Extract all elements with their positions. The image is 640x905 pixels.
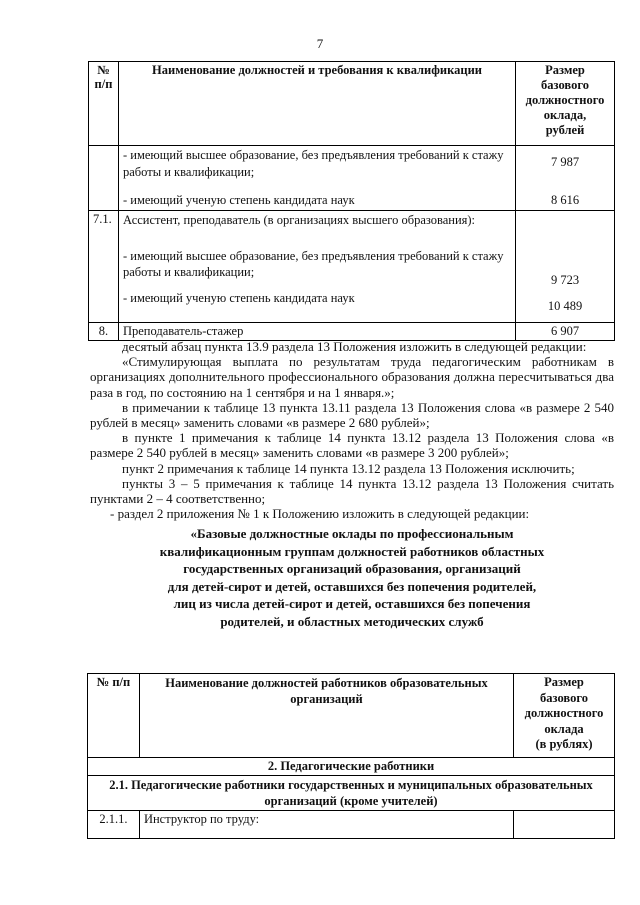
heading-line: для детей-сирот и детей, оставшихся без попечения родителей, xyxy=(167,578,537,594)
row-value: 7 987 xyxy=(550,155,580,169)
page-number: 7 xyxy=(316,36,324,51)
heading-line: квалификационным группам должностей работников областных xyxy=(159,543,545,559)
table-row xyxy=(89,211,615,323)
row-num xyxy=(89,146,119,211)
header-num: № п/п xyxy=(88,674,140,758)
row-value: 8 616 xyxy=(550,193,580,207)
subsection-title: 2.1. Педагогические работники государственных и муниципальных образовательных организаций (кроме учителей) xyxy=(88,776,615,811)
header-salary: Размер базового должностного оклада (в рублях) xyxy=(514,674,615,758)
row-name: - имеющий ученую степень кандидата наук xyxy=(122,291,355,305)
header-name: Наименование должностей и требования к квалификации xyxy=(118,62,515,146)
heading-line: родителей, и областных методических служб xyxy=(220,613,484,629)
row-name: - имеющий ученую степень кандидата наук xyxy=(122,193,355,207)
paragraph: «Стимулирующая выплата по результатам труда педагогическим работникам в организациях дополнительного профессионального образования должна пересчитываться два раза в год, по состоянию на 1 сентября и на 1 января.»; xyxy=(90,354,614,400)
paragraph: десятый абзац пункта 13.9 раздела 13 Положения изложить в следующей редакции: xyxy=(122,339,587,354)
paragraph: - раздел 2 приложения № 1 к Положению изложить в следующей редакции: xyxy=(110,506,530,522)
table-header-row xyxy=(89,62,615,146)
row-name: Ассистент, преподаватель (в организациях высшего образования): xyxy=(122,213,476,227)
salary-table-1 xyxy=(88,61,615,341)
header-name: Наименование должностей работников образовательных организаций xyxy=(139,674,513,758)
row-num: 7.1. xyxy=(89,211,119,323)
salary-table-2 xyxy=(87,673,615,839)
paragraph: в пункте 1 примечания к таблице 14 пункта 13.12 раздела 13 Положения слова «в размере 2 540 рублей в месяц» заменить словами «в размере 3 200 рублей»; xyxy=(90,430,614,461)
table-header-row xyxy=(88,674,615,758)
paragraph: пункт 2 примечания к таблице 14 пункта 13.12 раздела 13 Положения исключить; xyxy=(122,460,575,476)
row-name: - имеющий высшее образование, без предъявления требований к стажу работы и квалификации; xyxy=(122,148,504,179)
header-salary: Размер базового должностного оклада, рублей xyxy=(516,62,615,146)
table-row xyxy=(88,811,615,839)
row-name: Инструктор по труду: xyxy=(139,811,513,839)
subsection-row xyxy=(88,776,615,811)
table-row xyxy=(89,323,615,341)
row-name: - имеющий высшее образование, без предъявления требований к стажу работы и квалификации; xyxy=(122,249,504,279)
heading-line: государственных организаций образования, организаций xyxy=(183,561,521,577)
header-num: № п/п xyxy=(89,62,119,146)
paragraph: пункты 3 – 5 примечания к таблице 14 пункта 13.12 раздела 13 Положения считать пунктами 2 – 4 соответственно; xyxy=(90,475,614,507)
heading-line: лиц из числа детей-сирот и детей, оставшихся без попечения xyxy=(173,596,531,612)
row-value xyxy=(514,811,615,839)
row-name: Преподаватель-стажер xyxy=(118,323,515,341)
paragraph: в примечании к таблице 13 пункта 13.11 раздела 13 Положения слова «в размере 2 540 рублей в месяц» заменить словами «в размере 2 680 рублей»; xyxy=(90,399,614,431)
row-value: 10 489 xyxy=(547,299,583,313)
row-value: 6 907 xyxy=(516,323,615,341)
section-row xyxy=(88,758,615,776)
section-title: 2. Педагогические работники xyxy=(88,758,615,776)
row-num: 2.1.1. xyxy=(88,811,140,839)
heading-line: «Базовые должностные оклады по профессиональным xyxy=(190,526,514,542)
row-value: 9 723 xyxy=(550,273,580,287)
row-num: 8. xyxy=(89,323,119,341)
body-text xyxy=(90,339,614,630)
table-row xyxy=(89,146,615,211)
